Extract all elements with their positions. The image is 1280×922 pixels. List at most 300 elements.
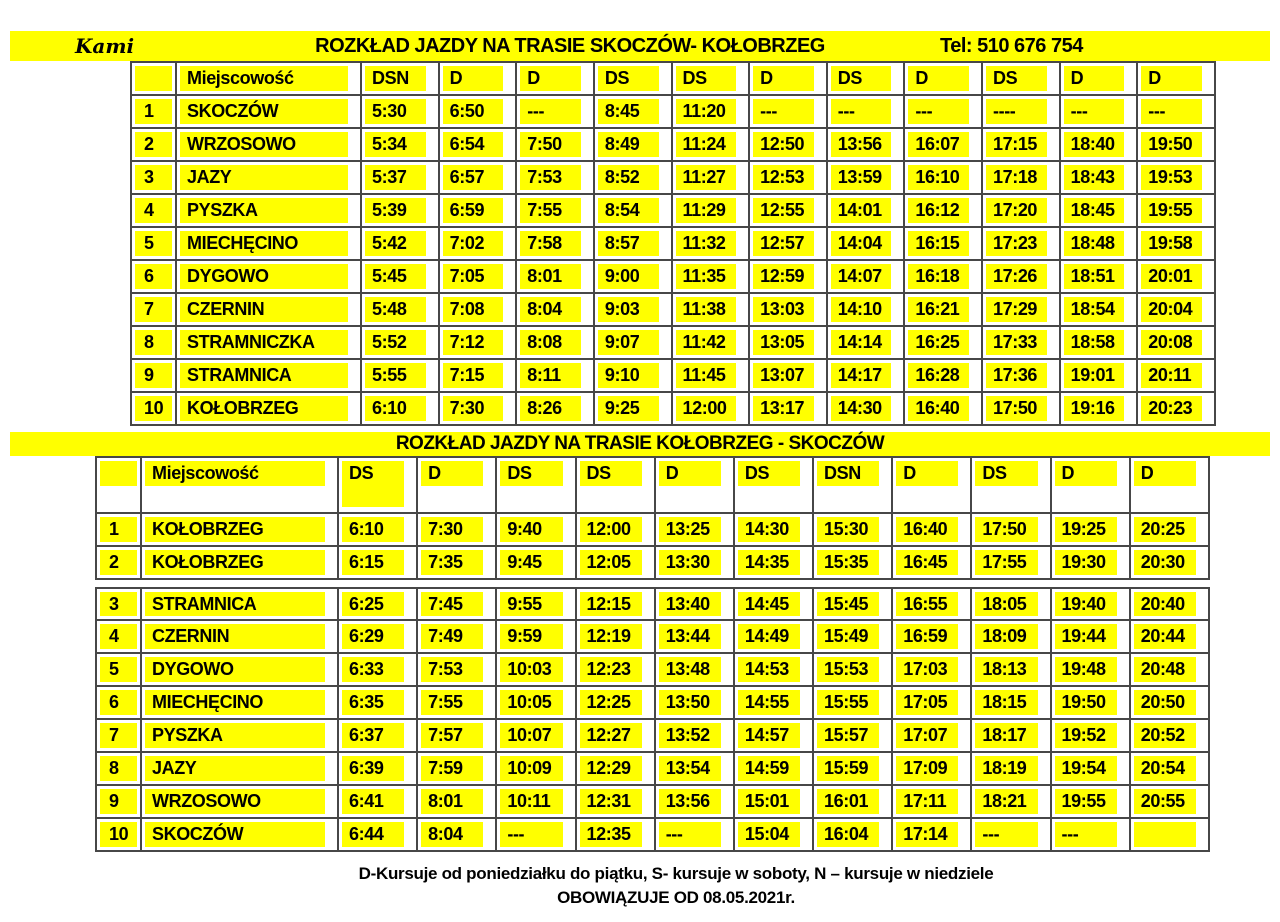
cell-highlight: 14:14 (831, 330, 892, 355)
time-cell (496, 588, 575, 621)
cell-highlight: 15:59 (817, 756, 879, 781)
time-cell (516, 326, 594, 359)
station-cell (141, 752, 338, 785)
cell-highlight: 17:33 (986, 330, 1047, 355)
service-column-header (655, 457, 734, 513)
cell-highlight: 12:27 (580, 723, 642, 748)
time-cell (749, 359, 827, 392)
cell-highlight: 18:40 (1064, 132, 1125, 157)
row-number-cell (96, 752, 141, 785)
time-cell (827, 326, 905, 359)
cell-highlight: 12:25 (580, 690, 642, 715)
cell-highlight: 18:51 (1064, 264, 1125, 289)
time-cell (734, 686, 813, 719)
time-cell (734, 653, 813, 686)
time-cell (672, 293, 750, 326)
station-cell (176, 95, 361, 128)
cell-highlight: 17:11 (896, 789, 958, 814)
cell-highlight: 16:40 (896, 517, 958, 542)
cell-highlight: 12:29 (580, 756, 642, 781)
cell-highlight: 5 (100, 657, 137, 682)
time-cell (576, 513, 655, 546)
row-number-cell (131, 227, 176, 260)
row-number-cell (131, 260, 176, 293)
time-cell (576, 588, 655, 621)
time-cell (417, 752, 496, 785)
cell-highlight: WRZOSOWO (145, 789, 325, 814)
time-cell (971, 653, 1050, 686)
cell-highlight: 16:10 (908, 165, 969, 190)
time-cell (1137, 392, 1215, 425)
cell-highlight: 20:08 (1141, 330, 1202, 355)
cell-highlight: 14:57 (738, 723, 800, 748)
time-cell (982, 227, 1060, 260)
service-column-header (827, 62, 905, 95)
cell-highlight: 8:45 (598, 99, 659, 124)
cell-highlight: 6:35 (342, 690, 404, 715)
cell-highlight: PYSZKA (180, 198, 348, 223)
second-banner (10, 432, 1270, 456)
cell-highlight: 15:35 (817, 550, 879, 575)
station-cell (176, 260, 361, 293)
time-cell (516, 293, 594, 326)
time-cell (1060, 161, 1138, 194)
cell-highlight: 7:55 (520, 198, 581, 223)
cell-highlight: 10 (100, 822, 137, 847)
time-cell (971, 818, 1050, 851)
time-cell (655, 546, 734, 579)
cell-highlight: 14:45 (738, 592, 800, 617)
cell-highlight: 19:01 (1064, 363, 1125, 388)
cell-highlight: 13:48 (659, 657, 721, 682)
time-cell (1137, 227, 1215, 260)
cell-highlight: 14:30 (831, 396, 892, 421)
time-cell (672, 359, 750, 392)
time-cell (655, 818, 734, 851)
time-cell (1130, 588, 1209, 621)
cell-highlight: 13:30 (659, 550, 721, 575)
time-cell (496, 546, 575, 579)
time-cell (904, 260, 982, 293)
cell-highlight: 7:53 (421, 657, 483, 682)
time-cell (1137, 359, 1215, 392)
time-cell (516, 392, 594, 425)
table-row (131, 194, 1215, 227)
station-column-header (141, 457, 338, 513)
row-number-cell (96, 818, 141, 851)
cell-highlight: 18:54 (1064, 297, 1125, 322)
time-cell (827, 128, 905, 161)
station-cell (176, 359, 361, 392)
time-cell (594, 194, 672, 227)
row-number-cell (96, 513, 141, 546)
station-column-header (176, 62, 361, 95)
cell-highlight: MIECHĘCINO (145, 690, 325, 715)
time-cell (971, 785, 1050, 818)
cell-highlight: --- (753, 99, 814, 124)
time-cell (338, 588, 417, 621)
cell-highlight: 6:29 (342, 624, 404, 649)
time-cell (813, 752, 892, 785)
cell-highlight: 5:42 (365, 231, 426, 256)
time-cell (496, 620, 575, 653)
cell-highlight: 20:04 (1141, 297, 1202, 322)
cell-highlight: 7:55 (421, 690, 483, 715)
time-cell (1051, 686, 1130, 719)
cell-highlight: 10:09 (500, 756, 562, 781)
cell-highlight: 6:39 (342, 756, 404, 781)
time-cell (516, 128, 594, 161)
time-cell (827, 95, 905, 128)
cell-highlight: 3 (135, 165, 172, 190)
time-cell (813, 785, 892, 818)
time-cell (904, 392, 982, 425)
time-cell (827, 194, 905, 227)
time-cell (904, 194, 982, 227)
cell-highlight: 19:44 (1055, 624, 1117, 649)
cell-highlight: 10:07 (500, 723, 562, 748)
cell-highlight: STRAMNICA (145, 592, 325, 617)
corner-cell (131, 62, 176, 95)
station-cell (141, 588, 338, 621)
time-cell (892, 620, 971, 653)
time-cell (1137, 293, 1215, 326)
cell-highlight: 19:48 (1055, 657, 1117, 682)
time-cell (982, 128, 1060, 161)
cell-highlight: 7 (100, 723, 137, 748)
time-cell (1130, 513, 1209, 546)
service-column-header (516, 62, 594, 95)
cell-highlight: 9 (135, 363, 172, 388)
cell-highlight: 8 (100, 756, 137, 781)
cell-highlight: 6:25 (342, 592, 404, 617)
cell-highlight: 9:03 (598, 297, 659, 322)
time-cell (417, 588, 496, 621)
cell-highlight: STRAMNICA (180, 363, 348, 388)
service-column-header (417, 457, 496, 513)
cell-highlight: 16:55 (896, 592, 958, 617)
time-cell (1137, 95, 1215, 128)
cell-highlight: CZERNIN (180, 297, 348, 322)
cell-highlight: --- (1141, 99, 1202, 124)
cell-highlight: 17:29 (986, 297, 1047, 322)
service-column-header (361, 62, 439, 95)
station-cell (141, 653, 338, 686)
cell-highlight: --- (520, 99, 581, 124)
time-cell (576, 818, 655, 851)
cell-highlight: 17:09 (896, 756, 958, 781)
service-column-header (576, 457, 655, 513)
time-cell (496, 513, 575, 546)
cell-highlight: 12:05 (580, 550, 642, 575)
cell-highlight: DS (580, 461, 642, 486)
time-cell (1060, 128, 1138, 161)
time-cell (734, 818, 813, 851)
cell-highlight: 14:59 (738, 756, 800, 781)
cell-highlight: KOŁOBRZEG (145, 550, 325, 575)
time-cell (749, 293, 827, 326)
row-number-cell (131, 359, 176, 392)
time-cell (338, 818, 417, 851)
cell-highlight: 9:10 (598, 363, 659, 388)
cell-highlight: D (520, 66, 581, 91)
cell-highlight: --- (908, 99, 969, 124)
cell-highlight: 7:57 (421, 723, 483, 748)
service-column-header (1137, 62, 1215, 95)
table-row (131, 326, 1215, 359)
cell-highlight: 20:52 (1134, 723, 1196, 748)
cell-highlight: 9 (100, 789, 137, 814)
cell-highlight: 20:55 (1134, 789, 1196, 814)
time-cell (892, 588, 971, 621)
table-row (131, 260, 1215, 293)
cell-highlight: 18:15 (975, 690, 1037, 715)
time-cell (439, 293, 517, 326)
time-cell (734, 546, 813, 579)
cell-highlight: 12:59 (753, 264, 814, 289)
time-cell (1137, 326, 1215, 359)
cell-highlight: 19:52 (1055, 723, 1117, 748)
row-number-cell (96, 620, 141, 653)
time-cell (655, 719, 734, 752)
time-cell (439, 95, 517, 128)
cell-highlight: 16:18 (908, 264, 969, 289)
cell-highlight: 11:38 (676, 297, 737, 322)
cell-highlight: 17:05 (896, 690, 958, 715)
table-row (96, 588, 1209, 621)
station-cell (141, 818, 338, 851)
cell-highlight: 7:58 (520, 231, 581, 256)
time-cell (655, 513, 734, 546)
time-cell (749, 260, 827, 293)
cell-highlight: 1 (100, 517, 137, 542)
cell-highlight: 11:35 (676, 264, 737, 289)
time-cell (971, 752, 1050, 785)
cell-highlight: 11:27 (676, 165, 737, 190)
time-cell (892, 546, 971, 579)
cell-highlight: KOŁOBRZEG (180, 396, 348, 421)
time-cell (1060, 359, 1138, 392)
time-cell (971, 719, 1050, 752)
time-cell (1060, 293, 1138, 326)
cell-highlight: 8:04 (520, 297, 581, 322)
time-cell (749, 95, 827, 128)
time-cell (576, 785, 655, 818)
cell-highlight: 7:45 (421, 592, 483, 617)
cell-highlight: 8:54 (598, 198, 659, 223)
cell-highlight: 20:48 (1134, 657, 1196, 682)
time-cell (982, 392, 1060, 425)
row-gap (96, 579, 1209, 588)
station-cell (176, 392, 361, 425)
cell-highlight: --- (1055, 822, 1117, 847)
cell-highlight: 14:53 (738, 657, 800, 682)
time-cell (594, 293, 672, 326)
time-cell (982, 194, 1060, 227)
time-cell (892, 653, 971, 686)
cell-highlight: 5:52 (365, 330, 426, 355)
time-cell (1130, 686, 1209, 719)
cell-highlight: 14:55 (738, 690, 800, 715)
cell-highlight: 19:53 (1141, 165, 1202, 190)
cell-highlight: 9:55 (500, 592, 562, 617)
cell-highlight: 8:08 (520, 330, 581, 355)
cell-highlight: --- (975, 822, 1037, 847)
cell-highlight: 10:11 (500, 789, 562, 814)
time-cell (813, 513, 892, 546)
service-column-header (496, 457, 575, 513)
cell-highlight: 7:53 (520, 165, 581, 190)
time-cell (672, 194, 750, 227)
time-cell (516, 194, 594, 227)
time-cell (594, 227, 672, 260)
time-cell (655, 653, 734, 686)
station-cell (141, 513, 338, 546)
row-number-cell (131, 293, 176, 326)
cell-highlight: 20:44 (1134, 624, 1196, 649)
cell-highlight: D (421, 461, 483, 486)
cell-highlight: 16:28 (908, 363, 969, 388)
cell-highlight: 7:35 (421, 550, 483, 575)
cell-highlight: 11:32 (676, 231, 737, 256)
service-column-header (1130, 457, 1209, 513)
time-cell (734, 785, 813, 818)
cell-highlight: 15:57 (817, 723, 879, 748)
cell-highlight: 16:01 (817, 789, 879, 814)
cell-highlight: D (443, 66, 504, 91)
time-cell (576, 546, 655, 579)
cell-highlight: 19:55 (1055, 789, 1117, 814)
cell-highlight: 11:45 (676, 363, 737, 388)
table-row (96, 719, 1209, 752)
time-cell (516, 359, 594, 392)
cell-highlight: WRZOSOWO (180, 132, 348, 157)
cell-highlight: 14:35 (738, 550, 800, 575)
timetable-page (0, 31, 1280, 911)
cell-highlight: 5:34 (365, 132, 426, 157)
time-cell (982, 326, 1060, 359)
cell-highlight: 8:26 (520, 396, 581, 421)
cell-highlight (1134, 822, 1196, 847)
table-row (96, 785, 1209, 818)
cell-highlight: 17:23 (986, 231, 1047, 256)
service-column-header (971, 457, 1050, 513)
time-cell (672, 392, 750, 425)
cell-highlight: 8 (135, 330, 172, 355)
time-cell (813, 719, 892, 752)
time-cell (892, 818, 971, 851)
cell-highlight: 10 (135, 396, 172, 421)
row-number-cell (131, 326, 176, 359)
cell-highlight: DSN (817, 461, 879, 486)
cell-highlight: 16:21 (908, 297, 969, 322)
time-cell (971, 620, 1050, 653)
time-cell (971, 686, 1050, 719)
cell-highlight: SKOCZÓW (145, 822, 325, 847)
time-cell (417, 719, 496, 752)
table-row (96, 513, 1209, 546)
cell-highlight: 15:45 (817, 592, 879, 617)
time-cell (338, 546, 417, 579)
cell-highlight: DYGOWO (145, 657, 325, 682)
station-cell (176, 227, 361, 260)
row-number-cell (96, 686, 141, 719)
timetable-skoczow-kolobrzeg (130, 61, 1216, 426)
time-cell (734, 752, 813, 785)
time-cell (417, 620, 496, 653)
time-cell (1060, 260, 1138, 293)
service-column-header (982, 62, 1060, 95)
cell-highlight: 10:05 (500, 690, 562, 715)
time-cell (1137, 260, 1215, 293)
time-cell (361, 128, 439, 161)
cell-highlight: 12:00 (580, 517, 642, 542)
time-cell (417, 785, 496, 818)
timetable-kolobrzeg-skoczow (95, 456, 1210, 852)
cell-highlight: 7:30 (443, 396, 504, 421)
time-cell (982, 161, 1060, 194)
brand-logo: Kami (75, 34, 135, 58)
cell-highlight: 18:45 (1064, 198, 1125, 223)
time-cell (1060, 227, 1138, 260)
cell-highlight: 12:53 (753, 165, 814, 190)
time-cell (516, 260, 594, 293)
cell-highlight: 18:09 (975, 624, 1037, 649)
time-cell (827, 293, 905, 326)
time-cell (338, 719, 417, 752)
time-cell (361, 194, 439, 227)
cell-highlight: SKOCZÓW (180, 99, 348, 124)
time-cell (439, 194, 517, 227)
cell-highlight: 7:50 (520, 132, 581, 157)
time-cell (813, 620, 892, 653)
cell-highlight: 19:16 (1064, 396, 1125, 421)
time-cell (576, 653, 655, 686)
station-cell (141, 546, 338, 579)
row-number-cell (96, 719, 141, 752)
cell-highlight: 13:17 (753, 396, 814, 421)
cell-highlight: D (1064, 66, 1125, 91)
cell-highlight: 20:50 (1134, 690, 1196, 715)
cell-highlight: 11:42 (676, 330, 737, 355)
cell-highlight: 12:55 (753, 198, 814, 223)
station-cell (176, 161, 361, 194)
station-cell (176, 326, 361, 359)
row-number-cell (131, 95, 176, 128)
station-cell (141, 719, 338, 752)
time-cell (1130, 785, 1209, 818)
cell-highlight: DS (598, 66, 659, 91)
time-cell (813, 818, 892, 851)
time-cell (439, 326, 517, 359)
cell-highlight: 1 (135, 99, 172, 124)
time-cell (1051, 818, 1130, 851)
cell-highlight: 2 (135, 132, 172, 157)
table-row (131, 95, 1215, 128)
cell-highlight: 20:01 (1141, 264, 1202, 289)
time-cell (672, 95, 750, 128)
table-row (131, 293, 1215, 326)
cell-highlight: 15:53 (817, 657, 879, 682)
time-cell (982, 95, 1060, 128)
time-cell (361, 260, 439, 293)
service-column-header (749, 62, 827, 95)
cell-highlight: 7:30 (421, 517, 483, 542)
cell-highlight: 6:44 (342, 822, 404, 847)
time-cell (655, 620, 734, 653)
cell-highlight: 9:07 (598, 330, 659, 355)
cell-highlight: 8:52 (598, 165, 659, 190)
